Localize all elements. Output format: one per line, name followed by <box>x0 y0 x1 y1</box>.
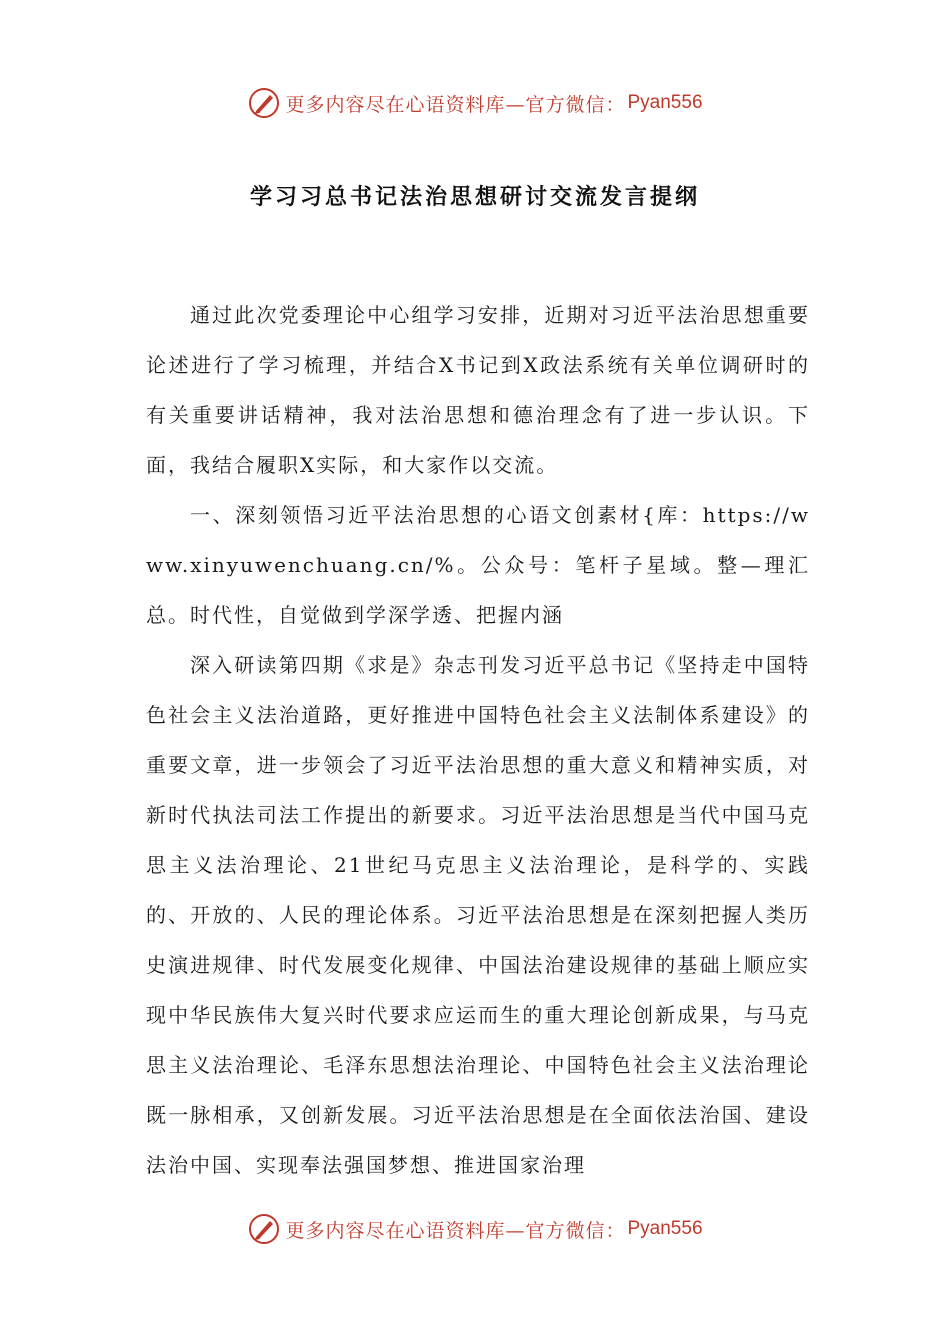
paragraph-section-heading: 一、深刻领悟习近平法治思想的心语文创素材{库：https://www.xinyuwenchuang.cn/%。公众号：笔杆子星域。整—理汇总。时代性，自觉做到学深学透、把握内涵 <box>146 503 810 627</box>
header-watermark <box>0 86 950 120</box>
pen-logo-icon <box>247 86 281 120</box>
watermark-wechat-id: Pyan556 <box>627 1218 703 1239</box>
document-body <box>146 290 810 1190</box>
footer-watermark <box>0 1212 950 1246</box>
pen-logo-icon <box>247 1212 281 1246</box>
paragraph-intro: 通过此次党委理论中心组学习安排，近期对习近平法治思想重要论述进行了学习梳理，并结合X书记到X政法系统有关单位调研时的有关重要讲话精神，我对法治思想和德治理念有了进一步认识。下面，我结合履职X实际，和大家作以交流。 <box>146 303 810 477</box>
watermark-text: 更多内容尽在心语资料库—官方微信： <box>285 93 626 116</box>
document-title: 学习习总书记法治思想研讨交流发言提纲 <box>249 184 700 210</box>
watermark-text: 更多内容尽在心语资料库—官方微信： <box>285 1219 626 1242</box>
watermark-wechat-id: Pyan556 <box>627 92 703 113</box>
paragraph-body: 深入研读第四期《求是》杂志刊发习近平总书记《坚持走中国特色社会主义法治道路，更好推进中国特色社会主义法制体系建设》的重要文章，进一步领会了习近平法治思想的重大意义和精神实质，对新时代执法司法工作提出的新要求。习近平法治思想是当代中国马克思主义法治理论、21世纪马克思主义法治理论，是科学的、实践的、开放的、人民的理论体系。习近平法治思想是在深刻把握人类历史演进规律、时代发展变化规律、中国法治建设规律的基础上顺应实现中华民族伟大复兴时代要求应运而生的重大理论创新成果，与马克思主义法治理论、毛泽东思想法治理论、中国特色社会主义法治理论既一脉相承，又创新发展。习近平法治思想是在全面依法治国、建设法治中国、实现奉法强国梦想、推进国家治理 <box>146 653 810 1177</box>
